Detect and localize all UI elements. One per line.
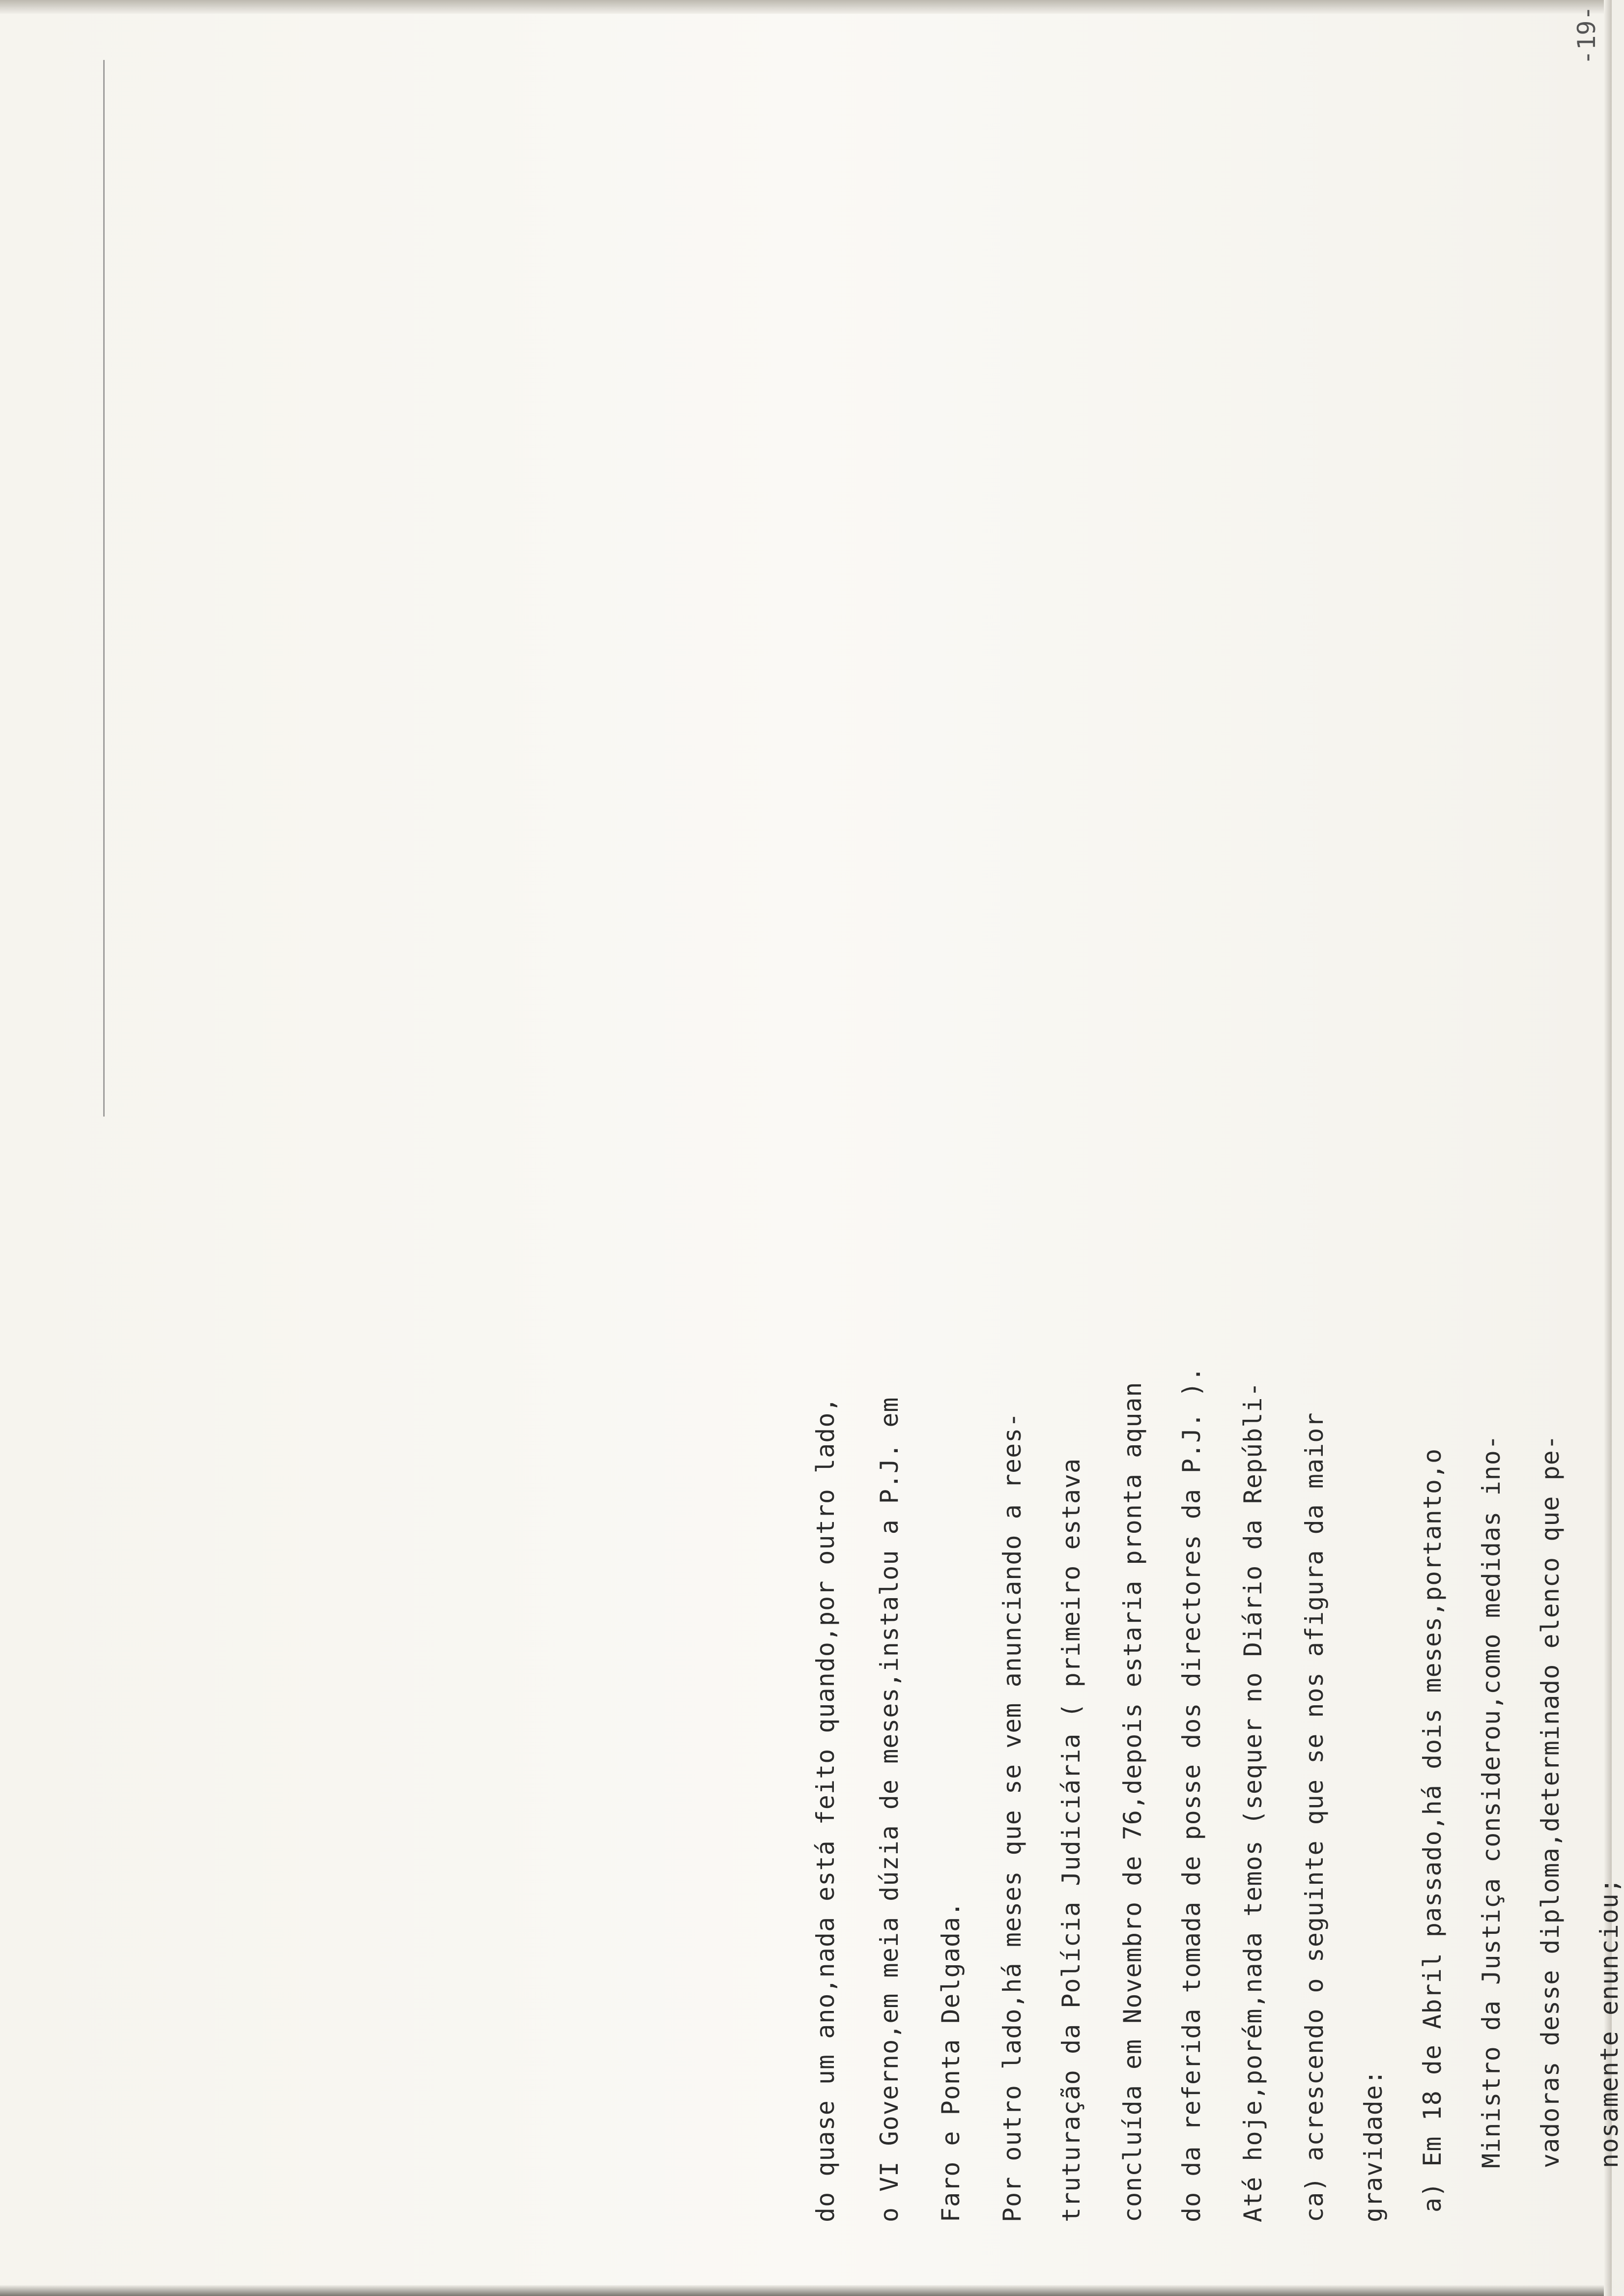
left-item-a-4: nosamente enunciou; — [1595, 1878, 1624, 2168]
left-line-9: ca) acrescendo o seguinte que se nos afigura da maior — [1300, 1412, 1329, 2222]
left-line-2: o VI Governo,em meia dúzia de meses,instalou a P.J. em — [875, 1397, 904, 2222]
left-line-6: concluída em Novembro de 76,depois estaria pronta aquan — [1118, 1381, 1147, 2222]
left-line-3: Faro e Ponta Delgada. — [937, 1901, 965, 2222]
left-item-a-2: Ministro da Justiça considerou,como medidas ino- — [1477, 1435, 1506, 2168]
left-line-5: truturação da Polícia Judiciária ( primeiro estava — [1057, 1458, 1085, 2222]
left-line-4: Por outro lado,há meses que se vem anunciando a rees- — [998, 1412, 1026, 2222]
left-item-a-3: vadoras desse diploma,determinado elenco que pe- — [1536, 1435, 1565, 2168]
left-item-a-1: a) Em 18 de Abril passado,há dois meses,portanto,o — [1418, 1448, 1447, 2212]
left-line-1: do quase um ano,nada está feito quando,por outro lado, — [811, 1397, 840, 2222]
left-line-7: do da referida tomada de posse dos directores da P.J. ). — [1177, 1366, 1206, 2222]
top-rule — [103, 60, 105, 1117]
left-line-10: gravidade: — [1359, 2069, 1388, 2222]
left-line-8: Até hoje,porém,nada temos (sequer no Diário da Repúbli- — [1239, 1381, 1267, 2222]
page-number: -19- — [1572, 5, 1601, 65]
